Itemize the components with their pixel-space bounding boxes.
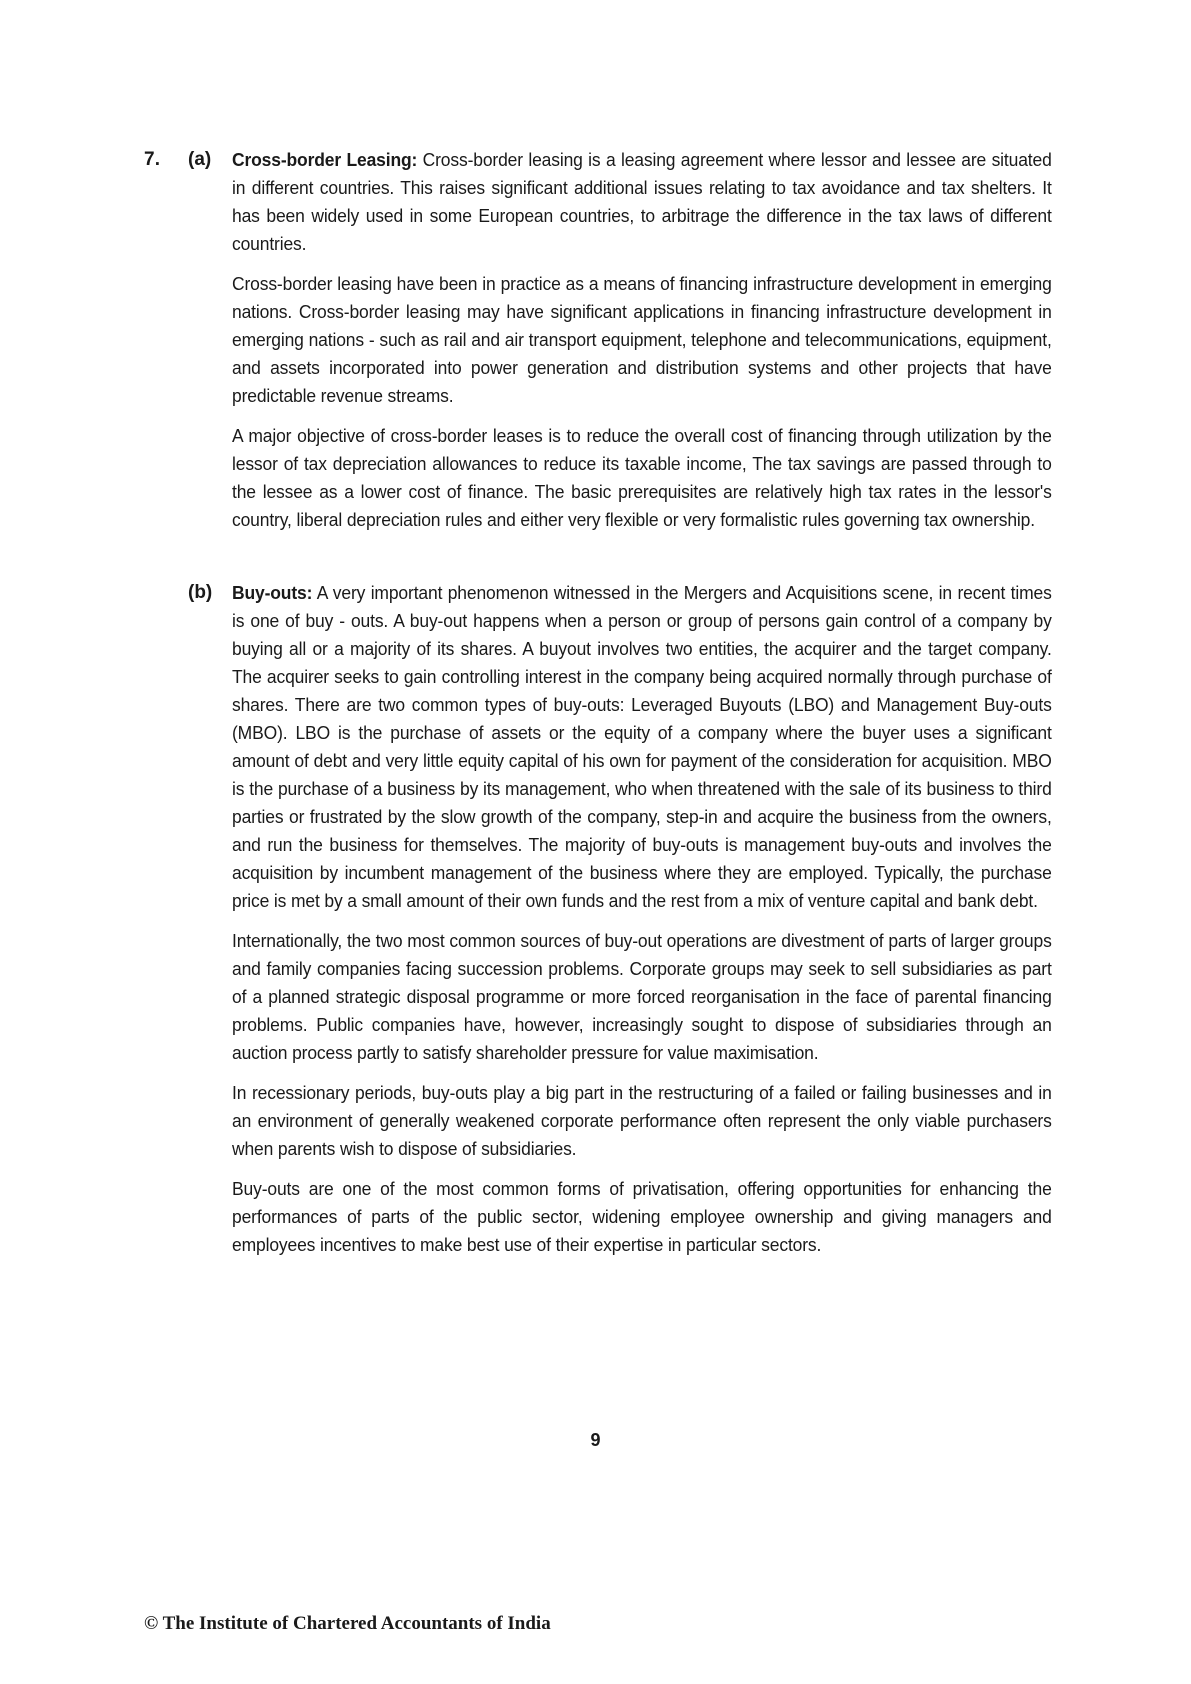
part-a-paragraph-1-text: Cross-border leasing is a leasing agreement where lessor and lessee are situated in different countries. This raises significant additional issues relating to tax avoidance and tax shelters. It has been widely used in some European countries, to arbitrage the difference in the tax laws of different countries.	[232, 149, 1052, 254]
copyright-footer: © The Institute of Chartered Accountants of India	[144, 1613, 551, 1634]
part-b-paragraph: Internationally, the two most common sources of buy-out operations are divestment of parts of larger groups and family companies facing succession problems. Corporate groups may seek to sell subsidiaries as part of a planned strategic disposal programme or more forced reorganisation in the face of parental financing problems. Public companies have, however, increasingly sought to dispose of subsidiaries through an auction process partly to satisfy shareholder pressure for value maximisation.	[232, 930, 1052, 1063]
part-b-paragraph: In recessionary periods, buy-outs play a big part in the restructuring of a failed or failing businesses and in an environment of generally weakened corporate performance often represent the only viable purchasers when parents wish to dispose of subsidiaries.	[232, 1082, 1052, 1159]
question-number: 7.	[144, 149, 161, 170]
part-a-paragraph: A major objective of cross-border leases is to reduce the overall cost of financing through utilization by the lessor of tax depreciation allowances to reduce its taxable income, The tax savings are passed through to the lessee as a lower cost of finance. The basic prerequisites are relatively high tax rates in the lessor's country, liberal depreciation rules and either very flexible or very formalistic rules governing tax ownership.	[232, 425, 1052, 530]
part-a-paragraph: Cross-border leasing have been in practice as a means of financing infrastructure development in emerging nations. Cross-border leasing may have significant applications in financing infrastructure development in emerging nations - such as rail and air transport equipment, telephone and telecommunications, equipment, and assets incorporated into power generation and distribution systems and other projects that have predictable revenue streams.	[232, 273, 1052, 406]
part-b-paragraph	[232, 579, 1052, 915]
part-b-paragraph-1-text: A very important phenomenon witnessed in the Mergers and Acquisitions scene, in recent times is one of buy - outs. A buy-out happens when a person or group of persons gain control of a company by buying all or a majority of its shares. A buyout involves two entities, the acquirer and the target company. The acquirer seeks to gain controlling interest in the company being acquired normally through purchase of shares. There are two common types of buy-outs: Leveraged Buyouts (LBO) and Management Buy-outs (MBO). LBO is the purchase of assets or the equity of a company where the buyer uses a significant amount of debt and very little equity capital of his own for payment of the consideration for acquisition. MBO is the purchase of a business by its management, who when threatened with the sale of its business to third parties or frustrated by the slow growth of the company, step-in and acquire the business from the owners, and run the business for themselves. The majority of buy-outs is management buy-outs and involves the acquisition by incumbent management of the business where they are employed. Typically, the purchase price is met by a small amount of their own funds and the rest from a mix of venture capital and bank debt.	[232, 582, 1052, 911]
part-b-answer	[232, 579, 1052, 1271]
part-a-answer	[232, 146, 1052, 546]
part-a-label: (a)	[188, 149, 212, 170]
page-number: 9	[590, 1430, 601, 1450]
part-a-paragraph	[232, 146, 1052, 258]
part-b-paragraph: Buy-outs are one of the most common forms of privatisation, offering opportunities for enhancing the performances of parts of the public sector, widening employee ownership and giving managers and employees incentives to make best use of their expertise in particular sectors.	[232, 1178, 1052, 1255]
part-b-term: Buy-outs:	[232, 582, 313, 603]
part-b-label: (b)	[188, 582, 213, 603]
part-a-term: Cross-border Leasing:	[232, 149, 418, 170]
